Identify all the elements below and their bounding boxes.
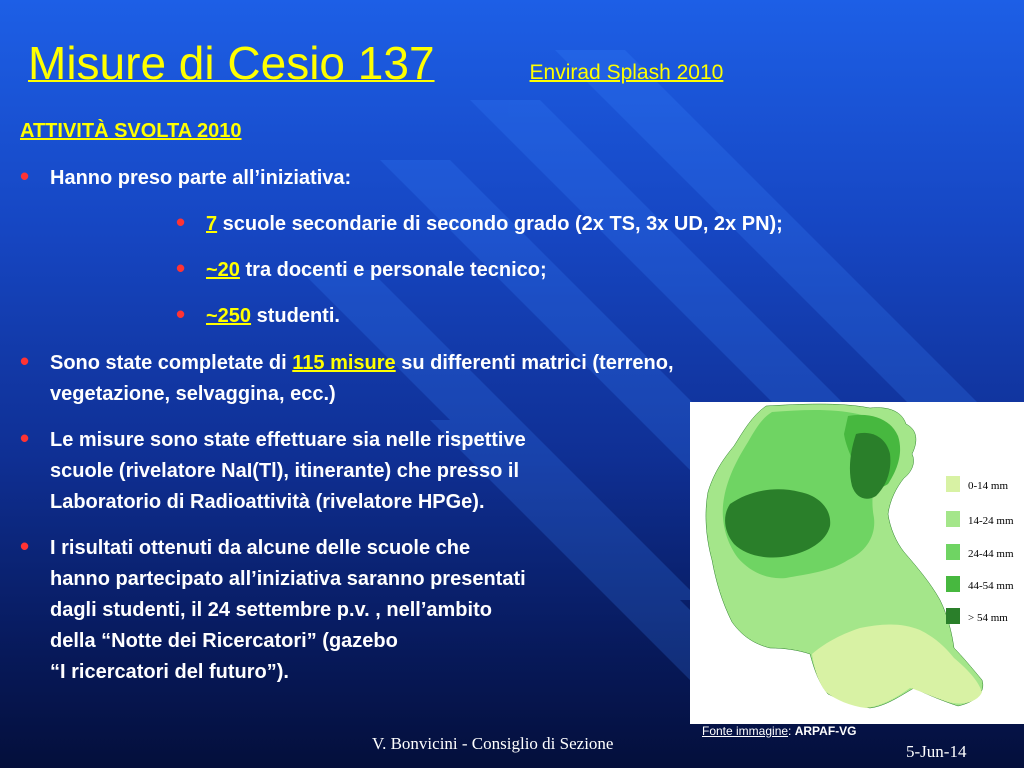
region-map-graphic <box>690 402 1024 724</box>
sub-bullet-students <box>176 299 340 332</box>
page-title: Misure di Cesio 137 Envirad Splash 2010 <box>28 37 724 89</box>
bullet-icon: • <box>20 161 30 191</box>
bullet-results <box>20 531 526 688</box>
page-subtitle: Envirad Splash 2010 <box>529 61 724 84</box>
measurements-pre: Sono state completate di <box>50 352 293 374</box>
teachers-count: ~20 <box>206 259 240 281</box>
results-line: “I ricercatori del futuro”). <box>50 661 289 683</box>
schools-text: scuole secondarie di secondo grado (2x TS, 3x UD, 2x PN); <box>217 213 783 235</box>
rainfall-map <box>690 402 1024 724</box>
students-count: ~250 <box>206 305 252 327</box>
detectors-line: Laboratorio di Radioattività (rivelatore HPGe). <box>50 491 485 513</box>
measurements-post: su differenti matrici (terreno, <box>395 352 674 374</box>
section-heading: ATTIVITÀ SVOLTA 2010 <box>20 120 242 142</box>
bullet-icon: • <box>20 346 30 376</box>
results-line: hanno partecipato all’iniziativa saranno presentati <box>50 568 526 590</box>
bullet-text: Hanno preso parte all’iniziativa: <box>50 167 352 189</box>
measurements-count: 115 misure <box>292 352 396 374</box>
detectors-line: Le misure sono state effettuare sia nelle rispettive <box>50 429 526 451</box>
students-text: studenti. <box>251 305 340 327</box>
legend-label: 14-24 mm <box>968 515 1014 527</box>
bullet-icon: • <box>20 531 30 561</box>
legend-swatch <box>946 544 960 560</box>
image-credit: Fonte immagine: ARPAF-VG <box>702 724 857 738</box>
legend-swatch <box>946 476 960 492</box>
results-line: dagli studenti, il 24 settembre p.v. , nell’ambito <box>50 599 492 621</box>
measurements-line2: vegetazione, selvaggina, ecc.) <box>50 383 336 405</box>
bullet-participants <box>20 161 352 194</box>
bullet-icon: • <box>176 299 186 329</box>
credit-label: Fonte immagine <box>702 724 789 738</box>
legend-swatch <box>946 608 960 624</box>
schools-count: 7 <box>206 213 218 235</box>
legend-label: 0-14 mm <box>968 480 1009 492</box>
legend-label: > 54 mm <box>968 612 1008 624</box>
results-line: I risultati ottenuti da alcune delle scuole che <box>50 537 471 559</box>
legend-label: 24-44 mm <box>968 548 1014 560</box>
sub-bullet-schools <box>176 207 783 240</box>
sub-bullet-teachers <box>176 253 547 286</box>
legend-swatch <box>946 511 960 527</box>
footer-date: 5-Jun-14 <box>906 742 967 761</box>
bullet-measurements <box>20 346 674 410</box>
bullet-icon: • <box>176 253 186 283</box>
detectors-line: scuole (rivelatore NaI(Tl), itinerante) che presso il <box>50 460 520 482</box>
footer-author: V. Bonvicini - Consiglio di Sezione <box>372 734 614 753</box>
results-line: della “Notte dei Ricercatori” (gazebo <box>50 630 398 652</box>
credit-source: ARPAF-VG <box>794 724 857 738</box>
bullet-detectors <box>20 423 526 518</box>
teachers-text: tra docenti e personale tecnico; <box>239 259 547 281</box>
map-legend <box>946 476 1014 624</box>
bullet-icon: • <box>20 423 30 453</box>
legend-label: 44-54 mm <box>968 580 1014 592</box>
title-block <box>28 36 723 90</box>
bullet-icon: • <box>176 207 186 237</box>
legend-swatch <box>946 576 960 592</box>
